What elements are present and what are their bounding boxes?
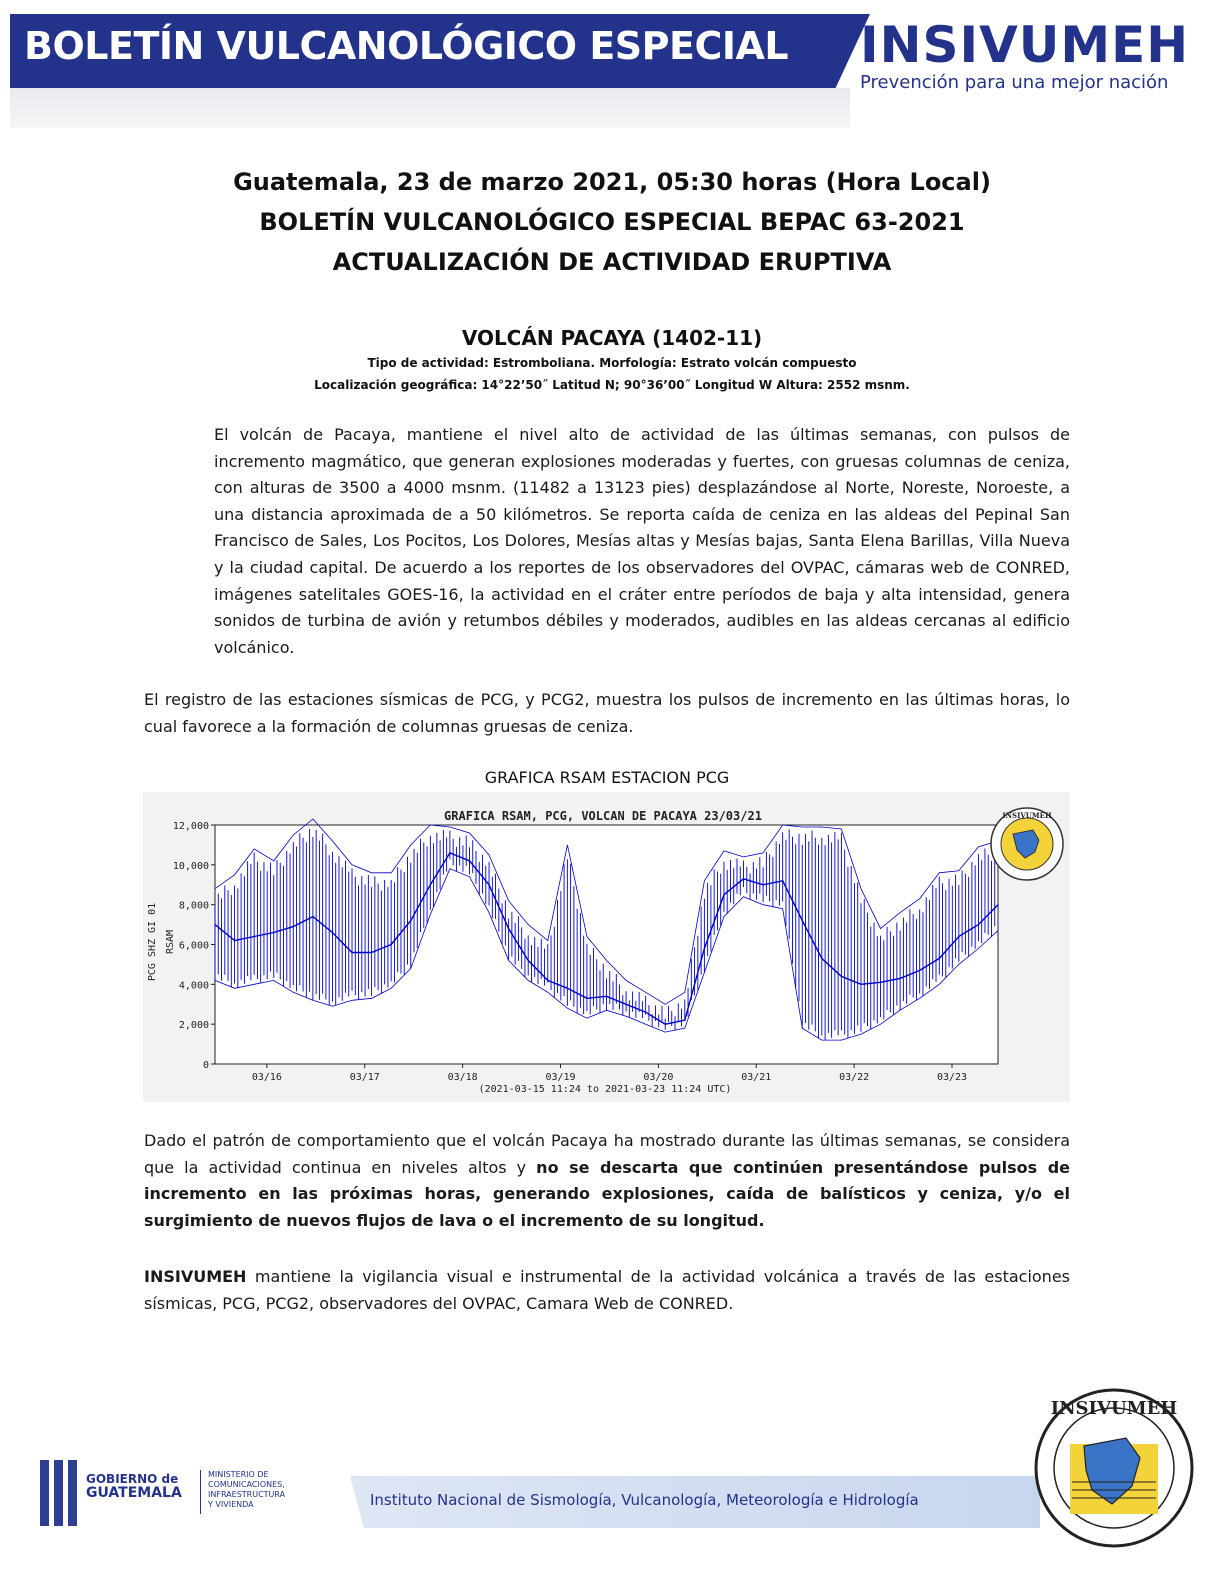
ministry-line: MINISTERIO DE [208,1470,269,1479]
y-tick-label: 12,000 [172,821,209,832]
paragraph-seismic: El registro de las estaciones sísmicas de PCG, y PCG2, muestra los pulsos de incremento en las últimas horas, lo cual favorece a la formación de columnas gruesas de ceniza. [144,690,1070,736]
y-tick-label: 6,000 [178,940,209,952]
location-line: Localización geográfica: 14°22’50˝ Latitud N; 90°36’00˝ Longitud W Altura: 2552 msnm. [314,378,910,392]
brand-name: INSIVUMEH [860,16,1190,74]
y-tick-label: 4,000 [178,980,209,992]
gov-logo-bars [40,1460,80,1526]
rsam-chart-svg [143,792,1070,1102]
monitoring-agency: INSIVUMEH [144,1267,247,1286]
activity-type-line: Tipo de actividad: Estromboliana. Morfología: Estrato volcán compuesto [367,356,857,370]
ministry-line: COMUNICACIONES, [208,1480,285,1489]
chart-logo [991,808,1063,880]
volcano-title: VOLCÁN PACAYA (1402-11) [461,326,763,350]
insivumeh-seal [1032,1386,1196,1550]
ministry-line: Y VIVIENDA [208,1500,254,1509]
date-line: Guatemala, 23 de marzo 2021, 05:30 horas (Hora Local) [233,168,991,196]
paragraph-activity: El volcán de Pacaya, mantiene el nivel alto de actividad de las últimas semanas, con pulsos de incremento magmático, que generan explosiones moderadas y fuertes, con gruesas columnas de ceniza, con alturas de 3500 a 4000 msnm. (11482 a 13123 pies) desplazándose al Norte, Noreste, Noroeste, a una distancia aproximada de a 50 kilómetros. Se reporta caída de ceniza en las aldeas del Pepinal San Francisco de Sales, Los Pocitos, Los Dolores, Mesías altas y Mesías bajas, Santa Elena Barillas, Villa Nueva y la ciudad capital. De acuerdo a los reportes de los observadores del OVPAC, cámaras web de CONRED, imágenes satelitales GOES-16, la actividad en el cráter entre períodos de baja y alta intensidad, genera sonidos de turbina de avión y retumbos débiles y moderados, audibles en las aldeas cercanas al edificio volcánico. [214,425,1070,657]
chart-ylabel-outer: PCG SHZ GI 01 [147,902,158,982]
x-tick-label: 03/21 [741,1072,772,1083]
banner-gray-band [10,88,850,128]
ministry-line: INFRAESTRUCTURA [208,1490,286,1499]
gov-divider [200,1470,201,1514]
chart-ylabel: RSAM [165,929,176,955]
x-tick-label: 03/17 [349,1072,380,1083]
y-tick-label: 10,000 [172,860,209,872]
activity-title: ACTUALIZACIÓN DE ACTIVIDAD ERUPTIVA [332,248,892,276]
y-tick-label: 0 [202,1060,209,1071]
x-tick-label: 03/19 [545,1072,576,1083]
x-tick-label: 03/20 [643,1072,674,1083]
paragraph-monitoring [144,1264,1070,1317]
monitoring-text: mantiene la vigilancia visual e instrumental de la actividad volcánica a través de las estaciones sísmicas, PCG, PCG2, observadores del OVPAC, Camara Web de CONRED. [144,1267,1070,1313]
x-tick-label: 03/23 [936,1072,968,1083]
banner-title: BOLETÍN VULCANOLÓGICO ESPECIAL [24,24,789,68]
chart-range-label: (2021-03-15 11:24 to 2021-03-23 11:24 UTC) [478,1084,732,1095]
institute-name: Instituto Nacional de Sismología, Vulcanología, Meteorología e Hidrología [370,1491,919,1509]
chart-title: GRAFICA RSAM, PCG, VOLCAN DE PACAYA 23/03/21 [444,809,762,823]
y-tick-label: 8,000 [178,900,209,912]
gov-line2: GUATEMALA [86,1485,182,1501]
forecast-text: Dado el patrón de comportamiento que el volcán Pacaya ha mostrado durante las últimas semanas, se considera que la actividad continua en niveles altos y [144,1131,1070,1177]
ministry-text [208,1470,285,1510]
x-tick-label: 03/22 [839,1072,870,1083]
gov-logo-text [86,1472,182,1500]
x-tick-label: 03/18 [447,1072,478,1083]
paragraph-forecast [144,1128,1070,1234]
chart-logo-text: INSIVUMEH [1002,811,1052,820]
bulletin-title: BOLETÍN VULCANOLÓGICO ESPECIAL BEPAC 63-2021 [259,208,965,236]
gov-line1: GOBIERNO de [86,1472,179,1486]
x-tick-label: 03/16 [251,1072,282,1083]
rsam-chart [143,792,1070,1102]
header-banner [10,14,1222,128]
brand-tagline: Prevención para una mejor nación [860,72,1169,93]
y-tick-label: 2,000 [178,1020,209,1032]
seal-text: INSIVUMEH [1050,1398,1178,1419]
forecast-bold-text: no se descarta que continúen presentándose pulsos de incremento en las próximas horas, generando explosiones, caída de balísticos y ceniza, y/o el surgimiento de nuevos flujos de lava o el incremento de su longitud. [144,1157,1071,1230]
chart-caption: GRAFICA RSAM ESTACION PCG [484,768,730,787]
